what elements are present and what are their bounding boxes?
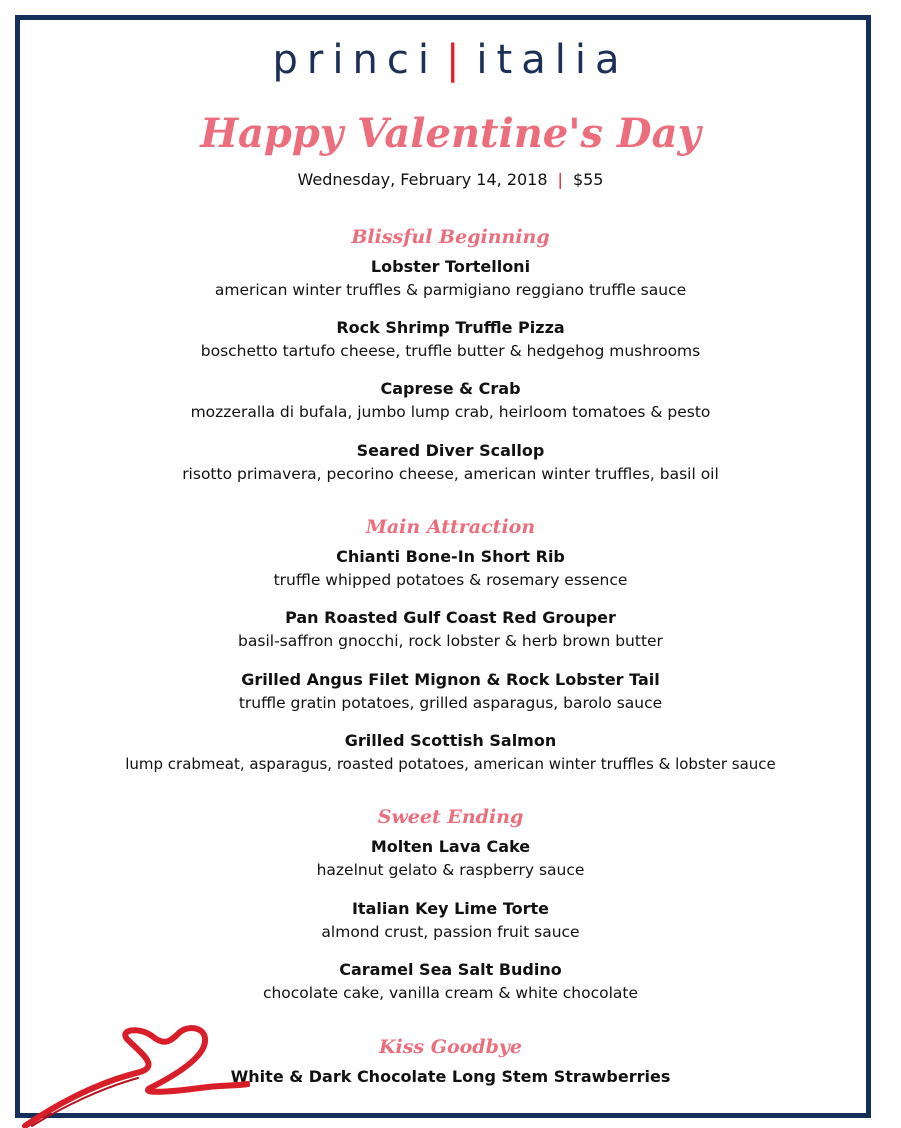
- menu-item: [0, 836, 901, 882]
- dish-description: hazelnut gelato & raspberry sauce: [316, 861, 585, 879]
- dish-description: mozzeralla di bufala, jumbo lump crab, heirloom tomatoes & pesto: [190, 403, 711, 421]
- brand-logo: [0, 37, 901, 83]
- brand-separator: |: [445, 37, 469, 83]
- dish-name: White & Dark Chocolate Long Stem Strawberries: [230, 1067, 671, 1086]
- brand-left: princi: [272, 37, 438, 83]
- section-title-kiss-goodbye: Kiss Goodbye: [378, 1036, 522, 1058]
- section-title-blissful-beginning: Blissful Beginning: [351, 226, 550, 248]
- dish-description: american winter truffles & parmigiano reggiano truffle sauce: [214, 281, 687, 299]
- menu-item: [0, 378, 901, 424]
- dish-name: Grilled Angus Filet Mignon & Rock Lobster Tail: [241, 670, 660, 689]
- dish-name: Caprese & Crab: [380, 379, 521, 398]
- section-title-sweet-ending: Sweet Ending: [377, 806, 524, 828]
- dish-name: Italian Key Lime Torte: [351, 899, 550, 918]
- dish-description: truffle whipped potatoes & rosemary essence: [273, 571, 628, 589]
- dish-description: lump crabmeat, asparagus, roasted potatoes, american winter truffles & lobster sauce: [125, 755, 776, 773]
- dish-description: risotto primavera, pecorino cheese, american winter truffles, basil oil: [182, 465, 719, 483]
- dish-description: chocolate cake, vanilla cream & white chocolate: [262, 984, 639, 1002]
- dish-name: Molten Lava Cake: [370, 837, 531, 856]
- dish-name: Seared Diver Scallop: [356, 441, 545, 460]
- menu-item: [0, 256, 901, 302]
- menu-item: [0, 730, 901, 776]
- menu-item: [0, 607, 901, 653]
- dish-description: boschetto tartufo cheese, truffle butter & hedgehog mushrooms: [200, 342, 701, 360]
- dish-description: truffle gratin potatoes, grilled asparagus, barolo sauce: [238, 694, 663, 712]
- menu-item: [0, 317, 901, 363]
- menu-item: [0, 669, 901, 715]
- event-date: Wednesday, February 14, 2018: [297, 170, 548, 189]
- price: $55: [572, 170, 604, 189]
- menu-item: [0, 898, 901, 944]
- menu-item: [0, 546, 901, 592]
- dish-name: Pan Roasted Gulf Coast Red Grouper: [285, 608, 616, 627]
- dish-name: Lobster Tortelloni: [370, 257, 531, 276]
- dish-description: almond crust, passion fruit sauce: [321, 923, 580, 941]
- dateline-separator: |: [557, 170, 563, 189]
- dish-description: basil-saffron gnocchi, rock lobster & herb brown butter: [238, 632, 663, 650]
- dish-name: Grilled Scottish Salmon: [344, 731, 557, 750]
- menu-item: [0, 959, 901, 1005]
- dish-name: Rock Shrimp Truffle Pizza: [336, 318, 565, 337]
- menu-item: [0, 440, 901, 486]
- brand-right: italia: [476, 37, 629, 83]
- page-title: Happy Valentine's Day: [200, 110, 701, 157]
- heart-ribbon-icon: [20, 1022, 250, 1128]
- dateline: [0, 170, 901, 189]
- dish-name: Caramel Sea Salt Budino: [339, 960, 562, 979]
- section-title-main-attraction: Main Attraction: [365, 516, 536, 538]
- dish-name: Chianti Bone-In Short Rib: [336, 547, 565, 566]
